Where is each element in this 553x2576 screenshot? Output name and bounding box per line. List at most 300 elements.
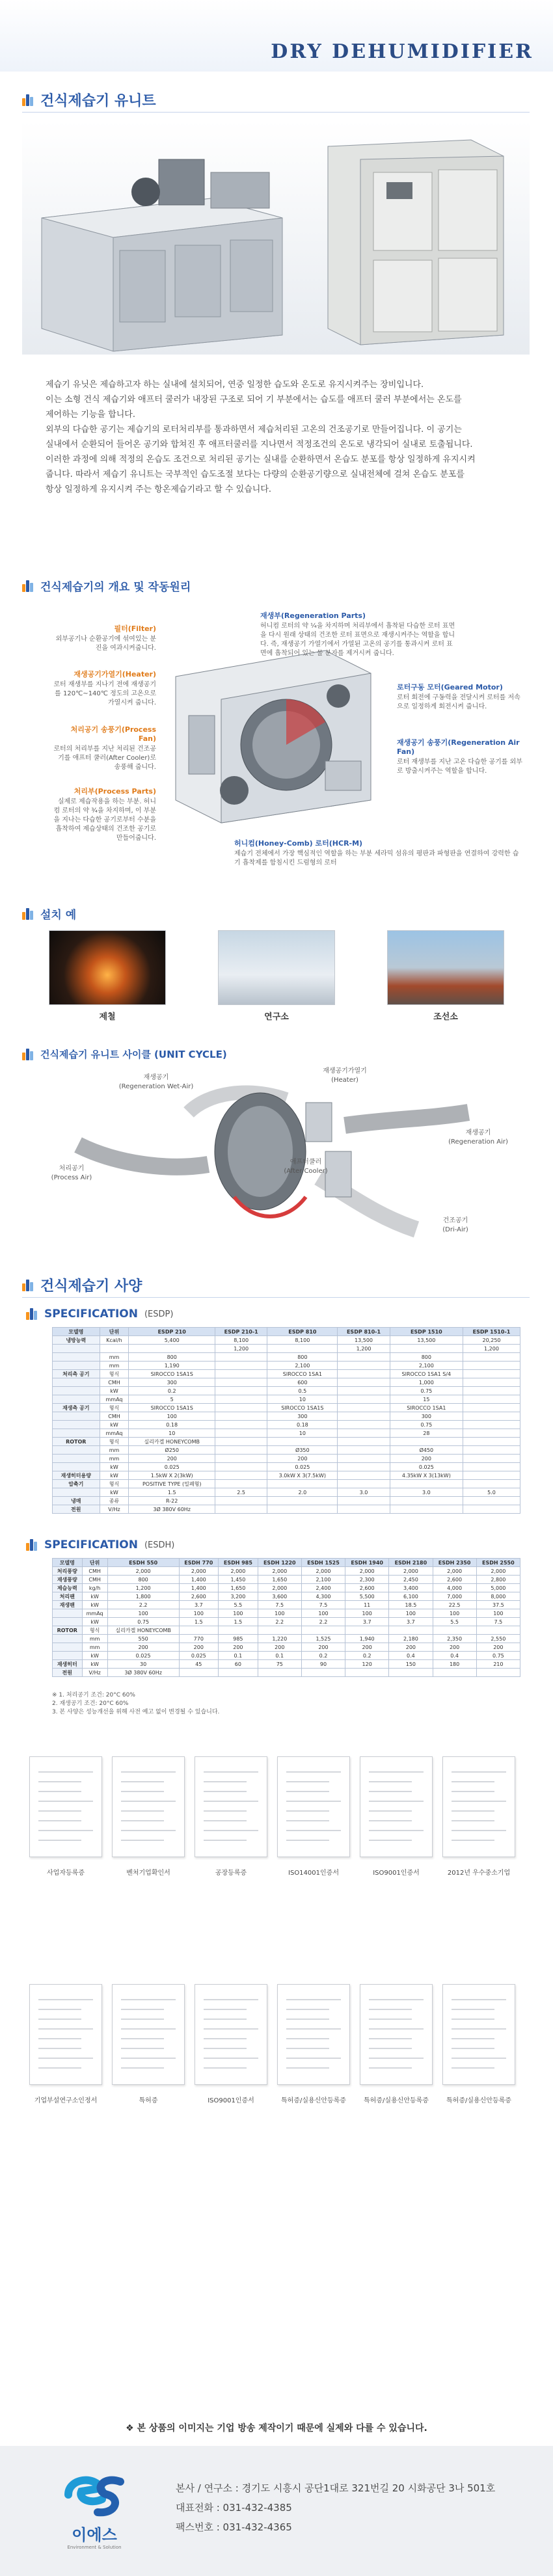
table-cell — [215, 1387, 267, 1395]
table-cell — [215, 1395, 267, 1404]
table-cell: 3.0 — [338, 1488, 390, 1497]
table-cell: 200 — [258, 1643, 301, 1652]
certificate-document — [29, 1756, 102, 1857]
certificate-text-line — [38, 1840, 81, 1841]
table-cell — [463, 1412, 520, 1421]
table-cell: 0.4 — [389, 1652, 433, 1660]
table-cell — [53, 1412, 100, 1421]
esdp-subtitle: (ESDP) — [144, 1309, 174, 1319]
table-cell: 4,000 — [433, 1584, 476, 1592]
certificate-text-line — [286, 2067, 329, 2069]
table-cell — [53, 1353, 100, 1362]
table-cell: 6,100 — [389, 1592, 433, 1601]
note-line: 3. 본 사양은 성능개선을 위해 사전 예고 없이 변경될 수 있습니다. — [52, 1709, 220, 1715]
certificate-text-line — [369, 2009, 412, 2010]
note-line: 2. 재생공기 조건: 20°C 60% — [52, 1700, 129, 1707]
table-row — [53, 1421, 520, 1429]
certificate-caption: ISO9001인증서 — [373, 1870, 420, 1877]
table-cell: 0.18 — [267, 1421, 338, 1429]
table-cell — [215, 1362, 267, 1370]
table-cell: 1.5kW X 2(3kW) — [129, 1471, 215, 1480]
table-cell — [53, 1635, 83, 1643]
table-cell: mm — [100, 1353, 129, 1362]
table-cell: 100 — [258, 1609, 301, 1618]
table-cell: 800 — [107, 1576, 179, 1584]
table-cell: 1,000 — [390, 1378, 463, 1387]
table-cell: 3,600 — [258, 1592, 301, 1601]
table-cell: SIROCCO 1SA1S — [267, 1404, 338, 1412]
certificate-caption: 특허증/실용신안등록증 — [446, 2097, 511, 2104]
table-cell: 0.2 — [301, 1652, 345, 1660]
table-cell: 8,100 — [267, 1336, 338, 1345]
table-row — [53, 1609, 520, 1618]
certificate-text-line — [286, 2038, 329, 2039]
certificate-text-line — [369, 2038, 412, 2039]
table-cell: 8,000 — [476, 1592, 520, 1601]
certificate-text-line — [204, 2067, 247, 2069]
table-cell — [53, 1378, 100, 1387]
table-cell: kW — [100, 1463, 129, 1471]
table-cell — [215, 1370, 267, 1378]
table-cell: 0.025 — [390, 1463, 463, 1471]
callout-rotor — [234, 839, 520, 868]
dehumidifier-internal-illustration — [163, 637, 384, 826]
table-cell: CMH — [82, 1567, 107, 1576]
table-row — [53, 1345, 520, 1353]
table-cell: 200 — [433, 1643, 476, 1652]
table-cell — [345, 1669, 389, 1677]
table-cell: 100 — [476, 1609, 520, 1618]
table-cell: Ø450 — [390, 1446, 463, 1455]
certificate-text-line — [286, 2048, 329, 2049]
certificate-text-line — [121, 2009, 164, 2010]
table-cell: 200 — [179, 1643, 219, 1652]
footer-fax: 팩스번호 : 031-432-4365 — [176, 2521, 292, 2533]
certificate-text-line — [38, 1820, 81, 1821]
esdh-table-wrap — [52, 1558, 520, 1677]
certificate-text-line — [452, 2038, 494, 2039]
table-cell: 2,550 — [476, 1635, 520, 1643]
table-cell: SIROCCO 1SA1S — [129, 1404, 215, 1412]
table-cell: 냉매 — [53, 1497, 100, 1505]
table-cell — [53, 1345, 100, 1353]
cycle-label-regen-air: 재생공기 (Regeneration Air) — [448, 1129, 508, 1146]
table-cell: 22.5 — [433, 1601, 476, 1609]
table-cell — [215, 1497, 267, 1505]
table-header-cell: ESDP 210-1 — [215, 1328, 267, 1336]
table-cell: 2,000 — [345, 1567, 389, 1576]
callout-desc: 실제로 제습작용을 하는 부분. 허니컴 로터의 약 ¾을 차지하며, 이 부분을 지나는 다습한 공기로부터 수분을 흡착하여 제습상태의 건조한 공기로 만들어줍니다. — [53, 798, 156, 842]
table-cell: mm — [100, 1362, 129, 1370]
table-cell — [463, 1471, 520, 1480]
table-cell: 실리카겔 HONEYCOMB — [107, 1626, 179, 1635]
table-cell: 0.1 — [258, 1652, 301, 1660]
certificate-text-line — [121, 2048, 164, 2049]
certificate-text-line — [204, 2009, 247, 2010]
table-cell: 11 — [345, 1601, 389, 1609]
table-row — [53, 1497, 520, 1505]
certificate-text-line — [286, 1999, 341, 2000]
table-cell: 5,500 — [345, 1592, 389, 1601]
table-cell: kW — [82, 1618, 107, 1626]
table-cell: 냉방능력 — [53, 1336, 100, 1345]
certificate-caption: 벤처기업확인서 — [126, 1870, 170, 1877]
table-cell: SIROCCO 1SA1S — [129, 1370, 215, 1378]
certificate-text-line — [38, 1810, 81, 1812]
table-header-cell: ESDH 2550 — [476, 1559, 520, 1567]
certificate-text-line — [369, 2028, 424, 2030]
table-row — [53, 1480, 520, 1488]
certificate-text-line — [286, 2019, 329, 2020]
table-cell: 재생풍량 — [53, 1576, 83, 1584]
table-header-cell: ESDH 1220 — [258, 1559, 301, 1567]
table-cell — [338, 1463, 390, 1471]
table-cell — [476, 1669, 520, 1677]
certificate-document — [360, 1756, 433, 1857]
certificate-text-line — [121, 1771, 176, 1773]
table-cell: 0.025 — [267, 1463, 338, 1471]
product-photo — [22, 120, 530, 355]
table-cell — [338, 1497, 390, 1505]
table-cell: 13,500 — [390, 1336, 463, 1345]
table-cell — [463, 1480, 520, 1488]
table-cell — [433, 1626, 476, 1635]
table-row — [53, 1463, 520, 1471]
certificate-text-line — [369, 1810, 412, 1812]
table-header-row — [53, 1559, 520, 1567]
certificate-text-line — [452, 1810, 494, 1812]
table-cell — [463, 1362, 520, 1370]
install-label: 연구소 — [264, 1012, 289, 1022]
table-cell: 200 — [390, 1455, 463, 1463]
bars-icon — [22, 580, 34, 592]
certificate-text-line — [121, 2038, 164, 2039]
table-header-cell: 모델명 — [53, 1328, 100, 1336]
certificate-text-line — [286, 1840, 329, 1841]
table-cell: 2,350 — [433, 1635, 476, 1643]
table-cell — [215, 1446, 267, 1455]
certificate-text-line — [286, 2058, 341, 2059]
table-cell: 60 — [219, 1660, 258, 1669]
table-cell — [338, 1353, 390, 1362]
cycle-diagram — [39, 1067, 514, 1249]
certificate-text-line — [452, 1830, 506, 1831]
table-cell — [219, 1669, 258, 1677]
table-header-cell: 모델명 — [53, 1559, 83, 1567]
notice-text: ❖ 본 상품의 이미지는 기업 방송 제작이기 때문에 실제와 다를 수 있습니다. — [126, 2423, 427, 2434]
callout-desc: 허니컴 로터의 약 ¼을 차지하며 처리부에서 흡착된 다습한 로터 표면을 다시 원래 상태의 건조한 로터 표면으로 재생시켜주는 역할을 합니다. 즉, 재생공기 가열기에서 가열된 고온의 공기를 통과시켜 로터 표면에 흡착되어 있는 물 분자를 제거시켜 줍니다. — [260, 623, 455, 657]
table-cell: 3,200 — [219, 1592, 258, 1601]
certificate-text-line — [286, 1771, 341, 1773]
bars-icon — [22, 94, 34, 106]
certificate-text-line — [121, 1801, 176, 1802]
certificate-text-line — [369, 1791, 412, 1792]
table-cell: 2.2 — [107, 1601, 179, 1609]
table-cell: 1,190 — [129, 1362, 215, 1370]
table-cell: 0.025 — [129, 1463, 215, 1471]
certificate-text-line — [369, 1840, 412, 1841]
table-cell: mmAq — [100, 1395, 129, 1404]
table-cell: 종류 — [100, 1497, 129, 1505]
table-cell — [463, 1438, 520, 1446]
certificate-text-line — [286, 2028, 341, 2030]
table-row — [53, 1618, 520, 1626]
table-header-cell: ESDH 985 — [219, 1559, 258, 1567]
certificate-caption: 사업자등록증 — [47, 1870, 85, 1877]
certificate-document — [195, 1756, 267, 1857]
table-cell: kW — [100, 1387, 129, 1395]
table-row — [53, 1601, 520, 1609]
table-cell: 3.0kW X 3(7.5kW) — [267, 1471, 338, 1480]
table-cell: ROTOR — [53, 1438, 100, 1446]
table-cell — [215, 1505, 267, 1514]
certificate-text-line — [452, 2009, 494, 2010]
table-cell — [338, 1387, 390, 1395]
table-cell: 200 — [476, 1643, 520, 1652]
certificate-text-line — [369, 2058, 424, 2059]
table-cell: 재생측 공기 — [53, 1404, 100, 1412]
table-cell: 0.18 — [129, 1421, 215, 1429]
table-header-row — [53, 1328, 520, 1336]
table-cell: 1,200 — [338, 1345, 390, 1353]
callout-title: 재생부(Regeneration Parts) — [260, 611, 366, 620]
table-cell: 100 — [219, 1609, 258, 1618]
dehumidifier-units-image — [22, 120, 530, 355]
table-cell: 200 — [267, 1455, 338, 1463]
table-cell: 100 — [433, 1609, 476, 1618]
table-cell: 3Ø 380V 60Hz — [129, 1505, 215, 1514]
table-cell: 0.025 — [179, 1652, 219, 1660]
table-cell: 100 — [389, 1609, 433, 1618]
table-cell: 압축기 — [53, 1480, 100, 1488]
table-cell — [338, 1429, 390, 1438]
table-cell — [53, 1387, 100, 1395]
table-cell — [215, 1455, 267, 1463]
table-cell: 1,200 — [463, 1345, 520, 1353]
certificate-text-line — [369, 2019, 412, 2020]
callout-desc: 로터 회전에 구동력을 전달시켜 로터를 저속으로 일정하게 회전시켜 줍니다. — [397, 694, 520, 710]
certificate-text-line — [286, 1801, 341, 1802]
esdp-table-wrap — [52, 1327, 520, 1514]
install-photo-steel — [49, 930, 166, 1005]
table-cell: 전원 — [53, 1669, 83, 1677]
table-cell — [258, 1626, 301, 1635]
table-cell — [215, 1378, 267, 1387]
table-cell: 3.7 — [179, 1601, 219, 1609]
table-cell: 2,600 — [433, 1576, 476, 1584]
certificate-document — [277, 1756, 350, 1857]
certificate-text-line — [121, 1810, 164, 1812]
certificate-text-line — [121, 1791, 164, 1792]
table-row — [53, 1404, 520, 1412]
certificate-text-line — [121, 1820, 164, 1821]
bars-icon — [22, 908, 34, 920]
certificate-text-line — [369, 1801, 424, 1802]
table-cell: 10 — [267, 1429, 338, 1438]
table-cell: 5,400 — [129, 1336, 215, 1345]
table-cell — [338, 1395, 390, 1404]
certificate-text-line — [369, 2067, 412, 2069]
table-cell: 120 — [345, 1660, 389, 1669]
section-principle-header — [22, 578, 191, 594]
footer-contact — [176, 2478, 540, 2537]
table-row — [53, 1669, 520, 1677]
table-cell: 2,100 — [267, 1362, 338, 1370]
table-cell: 형식 — [100, 1370, 129, 1378]
certificate-text-line — [286, 1820, 329, 1821]
table-cell — [463, 1387, 520, 1395]
table-cell: 2,300 — [345, 1576, 389, 1584]
table-cell: SIROCCO 1SA1 S/4 — [390, 1370, 463, 1378]
table-cell: 1,525 — [301, 1635, 345, 1643]
table-cell: mm — [82, 1635, 107, 1643]
table-header-cell: ESDP 1510 — [390, 1328, 463, 1336]
table-cell: 2.0 — [267, 1488, 338, 1497]
table-cell — [463, 1395, 520, 1404]
certificate-text-line — [452, 1771, 506, 1773]
table-row — [53, 1567, 520, 1576]
table-header-cell: ESDH 1940 — [345, 1559, 389, 1567]
certificate-text-line — [121, 1999, 176, 2000]
table-row — [53, 1643, 520, 1652]
table-cell: mmAq — [82, 1609, 107, 1618]
table-cell: 2.2 — [301, 1618, 345, 1626]
table-cell — [463, 1429, 520, 1438]
table-cell — [53, 1362, 100, 1370]
table-cell — [267, 1480, 338, 1488]
table-cell: kW — [82, 1601, 107, 1609]
table-row — [53, 1592, 520, 1601]
table-cell — [215, 1480, 267, 1488]
certificate-caption: 기업부설연구소인정서 — [34, 2097, 98, 2104]
table-cell — [338, 1438, 390, 1446]
certificate-text-line — [204, 1781, 247, 1782]
table-row — [53, 1438, 520, 1446]
table-cell: 5 — [129, 1395, 215, 1404]
table-cell: 3,400 — [389, 1584, 433, 1592]
table-cell: 형식 — [100, 1404, 129, 1412]
table-cell: 5,000 — [476, 1584, 520, 1592]
table-cell: 1,220 — [258, 1635, 301, 1643]
esdh-notes — [52, 1691, 520, 1717]
table-cell: 800 — [267, 1353, 338, 1362]
table-cell: 28 — [390, 1429, 463, 1438]
table-cell: 2,100 — [301, 1576, 345, 1584]
table-cell: 2,000 — [258, 1567, 301, 1576]
table-row — [53, 1576, 520, 1584]
table-cell — [463, 1421, 520, 1429]
certificate-text-line — [204, 1810, 247, 1812]
esdh-subtitle: (ESDH) — [144, 1540, 175, 1550]
cert-row-1 — [29, 1756, 524, 1971]
certificate-text-line — [204, 1791, 247, 1792]
bars-icon — [22, 1280, 34, 1291]
certificate-text-line — [204, 2048, 247, 2049]
section-install-title: 설치 예 — [40, 909, 77, 922]
table-cell — [215, 1412, 267, 1421]
table-cell: 1.5 — [219, 1618, 258, 1626]
table-row — [53, 1471, 520, 1480]
table-row — [53, 1652, 520, 1660]
table-cell: 2,000 — [433, 1567, 476, 1576]
certificate-text-line — [286, 2009, 329, 2010]
table-cell: R-22 — [129, 1497, 215, 1505]
table-cell: 2.2 — [258, 1618, 301, 1626]
table-row — [53, 1446, 520, 1455]
table-cell: 4.35kW X 3(13kW) — [390, 1471, 463, 1480]
section-spec-title: 건식제습기 사양 — [40, 1278, 142, 1295]
certificate-text-line — [121, 2058, 176, 2059]
table-cell — [338, 1480, 390, 1488]
table-header-cell: ESDP 1510-1 — [463, 1328, 520, 1336]
table-cell — [301, 1669, 345, 1677]
certificate-text-line — [38, 2019, 81, 2020]
table-header-cell: ESDH 550 — [107, 1559, 179, 1567]
divider — [22, 1297, 530, 1298]
table-cell — [215, 1353, 267, 1362]
table-cell — [463, 1505, 520, 1514]
table-cell: 600 — [267, 1378, 338, 1387]
table-cell: 2,800 — [476, 1576, 520, 1584]
certificate-text-line — [38, 1791, 81, 1792]
table-cell: 13,500 — [338, 1336, 390, 1345]
table-cell: 1,200 — [215, 1345, 267, 1353]
table-cell — [53, 1395, 100, 1404]
table-cell: kW — [100, 1471, 129, 1480]
certificate-document — [442, 1984, 515, 2085]
certificate-caption: ISO9001인증서 — [208, 2097, 254, 2104]
certificate-text-line — [452, 2058, 506, 2059]
callout-heater — [52, 670, 156, 708]
table-cell: 2,100 — [390, 1362, 463, 1370]
table-cell: 2,000 — [301, 1567, 345, 1576]
footer-logo — [39, 2472, 150, 2556]
section-cycle-title: 건식제습기 유니트 사이클 (UNIT CYCLE) — [40, 1049, 227, 1060]
table-cell — [476, 1626, 520, 1635]
table-cell: 1,400 — [179, 1576, 219, 1584]
section-install-header — [22, 906, 76, 922]
table-cell: kW — [82, 1652, 107, 1660]
certificate-document — [195, 1984, 267, 2085]
esdp-title: SPECIFICATION — [44, 1308, 138, 1321]
certificate-text-line — [369, 1830, 424, 1831]
certificate-document — [360, 1984, 433, 2085]
certificate-text-line — [38, 2009, 81, 2010]
callout-title: 로터구동 모터(Geared Motor) — [397, 683, 503, 691]
table-cell — [53, 1652, 83, 1660]
certificate-text-line — [204, 2019, 247, 2020]
table-cell: 7.5 — [301, 1601, 345, 1609]
table-cell: mmAq — [100, 1429, 129, 1438]
callout-desc: 로터의 처리부를 지난 처리된 건조공기를 애프터 쿨러(After Cooler)로 송풍해 줍니다. — [53, 745, 156, 771]
certificate-text-line — [204, 2058, 258, 2059]
table-row — [53, 1412, 520, 1421]
table-cell — [338, 1446, 390, 1455]
certificate-document — [112, 1756, 185, 1857]
certificate-text-line — [286, 1781, 329, 1782]
section-unit-title: 건식제습기 유니트 — [40, 93, 156, 109]
certificate-text-line — [121, 2019, 164, 2020]
esdh-header — [26, 1538, 174, 1551]
table-cell: Ø350 — [267, 1446, 338, 1455]
table-cell: 550 — [107, 1635, 179, 1643]
section-unit-header — [22, 90, 156, 110]
certificate-text-line — [38, 1801, 93, 1802]
table-cell — [463, 1463, 520, 1471]
table-cell: 210 — [476, 1660, 520, 1669]
callout-desc: 외부공기나 순환공기에 섞여있는 분진을 여과시켜줍니다. — [55, 636, 156, 652]
principle-diagram — [26, 598, 533, 891]
